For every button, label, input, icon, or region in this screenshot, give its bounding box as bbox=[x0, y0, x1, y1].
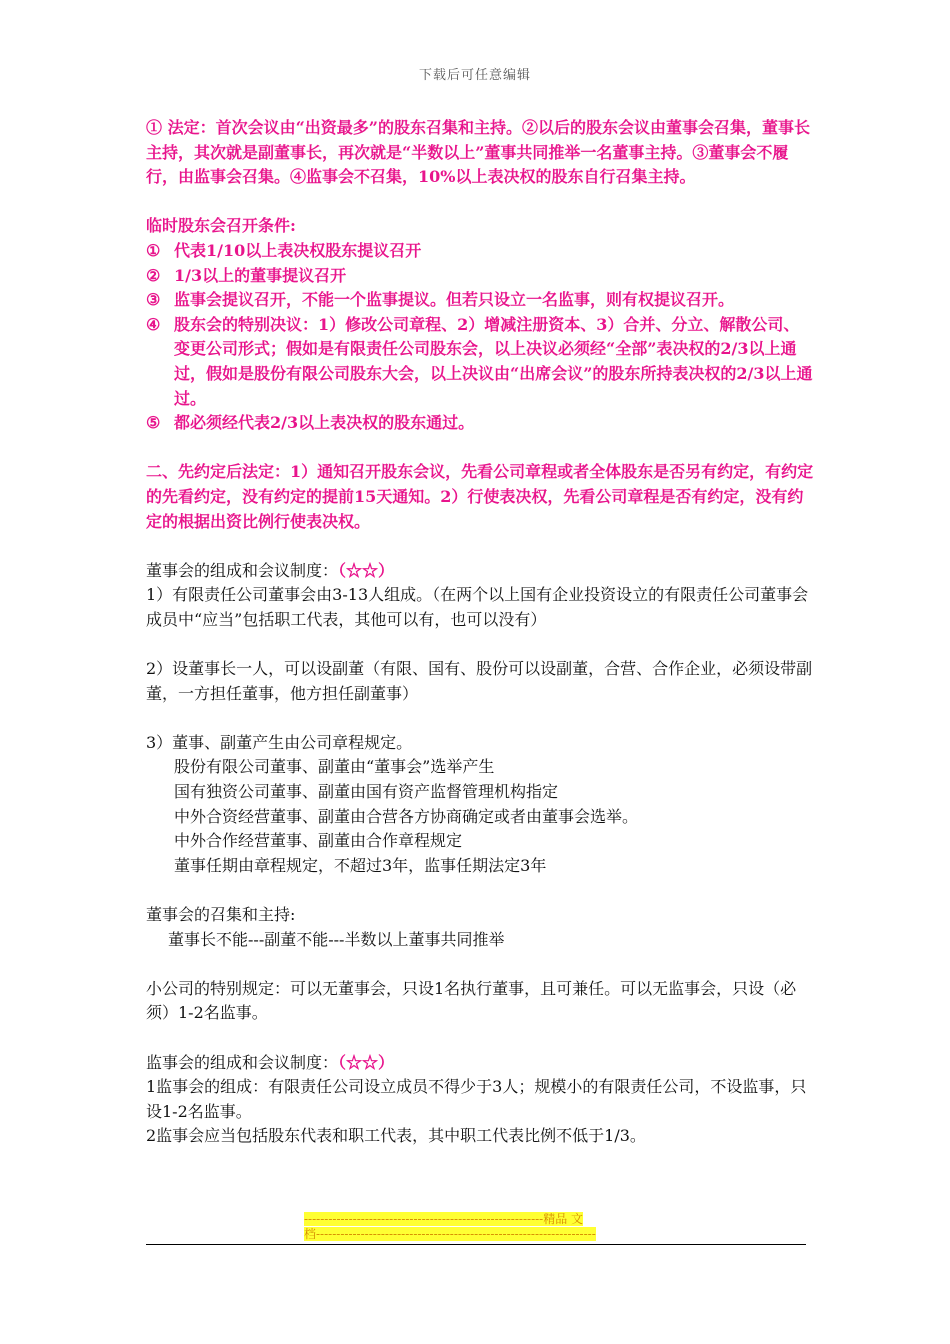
importance-stars: （☆☆） bbox=[338, 1052, 395, 1072]
footer-rule bbox=[146, 1244, 806, 1245]
document-body bbox=[146, 116, 814, 1149]
list-text: 代表1/10以上表决权股东提议召开 bbox=[174, 240, 422, 260]
list-number: ⑤ bbox=[146, 413, 161, 433]
spacer bbox=[146, 632, 814, 657]
board-convene-title: 董事会的召集和主持: bbox=[146, 905, 296, 924]
agreement-first-paragraph: 二、先约定后法定：1）通知召开股东会议，先看公司章程或者全体股东是否另有约定，有约定的先看约定，没有约定的提前15天通知。2）行使表决权，先看公司章程是否有约定，没有约定的根据出资比例行使表决权。 bbox=[146, 462, 814, 531]
list-item bbox=[146, 239, 814, 264]
board-subline: 股份有限公司董事、副董由“董事会”选举产生 bbox=[174, 757, 495, 777]
convening-rules-paragraph: ① 法定：首次会议由“出资最多”的股东召集和主持。②以后的股东会议由董事会召集，董事长主持，其次就是副董事长，再次就是“半数以上”董事共同推举一名董事主持。③董事会不履行，由监事会召集。④监事会不召集，10%以上表决权的股东自行召集主持。 bbox=[146, 118, 810, 187]
footer-line-2: 档--------------------------------------------------------------------- bbox=[304, 1227, 596, 1241]
list-text: 都必须经代表2/3以上表决权的股东通过。 bbox=[174, 413, 475, 433]
list-number: ① bbox=[146, 240, 161, 260]
spacer bbox=[146, 952, 814, 977]
board-subline: 国有独资公司董事、副董由国有资产监督管理机构指定 bbox=[174, 782, 559, 802]
list-text: 监事会提议召开，不能一个监事提议。但若只设立一名监事，则有权提议召开。 bbox=[174, 290, 735, 310]
temp-meeting-title: 临时股东会召开条件: bbox=[146, 216, 296, 236]
small-company-rule: 小公司的特别规定：可以无董事会，只设1名执行董事，且可兼任。可以无监事会，只设（必须）1-2名监事。 bbox=[146, 978, 797, 1023]
list-item bbox=[146, 411, 814, 436]
board-subline: 董事任期由章程规定，不超过3年，监事任期法定3年 bbox=[174, 855, 547, 875]
list-number: ② bbox=[146, 265, 161, 285]
board-subline: 中外合作经营董事、副董由合作章程规定 bbox=[174, 831, 463, 851]
board-paragraph-1: 1）有限责任公司董事会由3-13人组成。（在两个以上国有企业投资设立的有限责任公司董事会成员中“应当”包括职工代表，其他可以有，也可以没有） bbox=[146, 585, 809, 629]
list-number: ③ bbox=[146, 290, 161, 310]
footer-line-1: -----------------------------------------------------------精品 文 bbox=[304, 1212, 584, 1226]
page-header: 下载后可任意编辑 bbox=[418, 68, 531, 83]
spacer bbox=[146, 534, 814, 559]
spacer bbox=[146, 706, 814, 731]
list-item bbox=[146, 264, 814, 289]
supervisory-section-title bbox=[146, 1051, 814, 1076]
board-title-text: 董事会的组成和会议制度： bbox=[146, 560, 339, 580]
spacer bbox=[146, 878, 814, 903]
list-text: 股东会的特别决议：1）修改公司章程、2）增减注册资本、3）合并、分立、解散公司、变更公司形式；假如是有限责任公司股东会，以上决议必须经“全部”表决权的2/3以上通过，假如是股份有限公司股东大会，以上决议由“出席会议”的股东所持表决权的2/3以上通过。 bbox=[174, 314, 813, 408]
spacer bbox=[146, 436, 814, 461]
board-paragraph-2: 2）设董事长一人，可以设副董（有限、国有、股份可以设副董，合营、合作企业，必须设带副董，一方担任董事，他方担任副董事） bbox=[146, 659, 813, 703]
list-item bbox=[146, 288, 814, 313]
board-subline: 中外合资经营董事、副董由合营各方协商确定或者由董事会选举。 bbox=[174, 806, 639, 826]
board-paragraph-3: 3）董事、副董产生由公司章程规定。 bbox=[146, 732, 413, 752]
spacer bbox=[146, 190, 814, 215]
list-number: ④ bbox=[146, 314, 161, 334]
supervisory-paragraph-1: 1监事会的组成：有限责任公司设立成员不得少于3人；规模小的有限责任公司，不设监事，只设1-2名监事。 bbox=[146, 1077, 807, 1121]
supervisory-title-text: 监事会的组成和会议制度： bbox=[146, 1052, 339, 1072]
importance-stars: （☆☆） bbox=[338, 560, 395, 580]
list-text: 1/3以上的董事提议召开 bbox=[174, 265, 347, 285]
spacer bbox=[146, 1026, 814, 1051]
footer-highlight bbox=[304, 1212, 650, 1242]
board-section-title bbox=[146, 559, 814, 584]
board-convene-text: 董事长不能---副董不能---半数以上董事共同推举 bbox=[168, 929, 505, 949]
list-item bbox=[146, 313, 814, 411]
supervisory-paragraph-2: 2监事会应当包括股东代表和职工代表，其中职工代表比例不低于1/3。 bbox=[146, 1126, 646, 1146]
